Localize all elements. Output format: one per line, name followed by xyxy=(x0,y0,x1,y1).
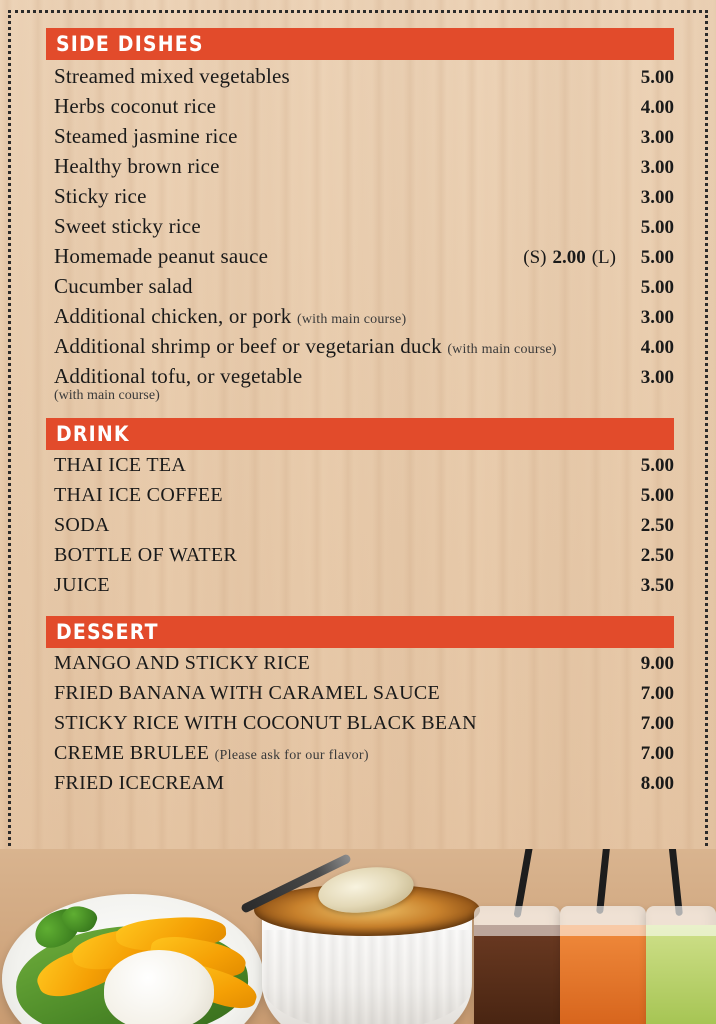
menu-item-row[interactable] xyxy=(46,272,674,302)
menu-item-price-group xyxy=(622,683,674,705)
section-drink xyxy=(46,418,674,602)
menu-item-name: FRIED ICECREAM xyxy=(54,772,225,794)
menu-item-name: Additional tofu, or vegetable xyxy=(54,364,303,388)
menu-item-price-group xyxy=(622,217,674,239)
menu-item-price: 3.00 xyxy=(640,187,674,208)
menu-item-price-group xyxy=(622,653,674,675)
menu-item-name: SODA xyxy=(54,514,110,536)
menu-item-price-group xyxy=(622,743,674,765)
menu-item-name: Streamed mixed vegetables xyxy=(54,64,290,88)
menu-item-name xyxy=(54,334,557,359)
menu-item-price-group xyxy=(622,485,674,507)
price-size-small-label: (S) xyxy=(523,247,547,268)
drink-fill xyxy=(646,925,716,1024)
menu-item-price: 3.00 xyxy=(640,367,674,388)
drink-fill xyxy=(560,925,646,1024)
menu-item-price-group xyxy=(622,277,674,299)
menu-item-name: BOTTLE OF WATER xyxy=(54,544,238,566)
price-size-large-label: (L) xyxy=(591,247,616,268)
menu-item-row[interactable] xyxy=(46,512,674,542)
menu-item-price-group xyxy=(622,67,674,89)
menu-item-row[interactable] xyxy=(46,332,674,362)
menu-item-name: STICKY RICE WITH COCONUT BLACK BEAN xyxy=(54,712,477,734)
menu-item-note: (with main course) xyxy=(296,312,407,327)
food-photo-band xyxy=(0,849,716,1024)
menu-item-price: 5.00 xyxy=(640,485,674,506)
menu-item-row[interactable] xyxy=(46,740,674,770)
menu-item-price: 2.50 xyxy=(640,545,674,566)
sticky-rice-mound xyxy=(104,950,214,1024)
menu-item-price-group xyxy=(622,575,674,597)
menu-item-row[interactable] xyxy=(46,182,674,212)
menu-item-name xyxy=(54,742,369,765)
menu-item-price: 3.00 xyxy=(640,307,674,328)
section-items-dessert xyxy=(46,650,674,800)
menu-item-price: 5.00 xyxy=(640,217,674,238)
drink-fill xyxy=(474,925,560,1024)
section-title-drink: DRINK xyxy=(46,418,674,450)
menu-item-name: THAI ICE COFFEE xyxy=(54,484,223,506)
menu-item-price-group xyxy=(622,127,674,149)
menu-item-price-group xyxy=(622,157,674,179)
juice-glass xyxy=(646,906,716,1024)
menu-item-price: 5.00 xyxy=(640,247,674,268)
menu-item-price-group xyxy=(523,247,674,269)
menu-item-price-group xyxy=(622,773,674,795)
menu-item-row[interactable] xyxy=(46,62,674,92)
menu-item-price-group xyxy=(622,455,674,477)
menu-item-row[interactable] xyxy=(46,650,674,680)
menu-item-row[interactable] xyxy=(46,92,674,122)
section-title-dessert: DESSERT xyxy=(46,616,674,648)
menu-item-price-group xyxy=(622,187,674,209)
menu-item-name: JUICE xyxy=(54,574,110,596)
menu-item-price: 5.00 xyxy=(640,455,674,476)
menu-item-name xyxy=(54,304,406,329)
menu-item-row[interactable] xyxy=(46,212,674,242)
menu-item-label: Additional shrimp or beef or vegetarian duck xyxy=(54,334,442,358)
menu-item-name: Sweet sticky rice xyxy=(54,214,201,238)
menu-item-price: 2.50 xyxy=(640,515,674,536)
section-dessert xyxy=(46,616,674,800)
menu-item-name: Healthy brown rice xyxy=(54,154,220,178)
menu-item-name: Steamed jasmine rice xyxy=(54,124,238,148)
menu-item-price: 7.00 xyxy=(640,713,674,734)
menu-item-row[interactable] xyxy=(46,152,674,182)
thai-iced-tea-glass xyxy=(560,906,646,1024)
menu-item-row[interactable] xyxy=(46,572,674,602)
drink-foam xyxy=(474,906,560,936)
menu-item-price: 7.00 xyxy=(640,743,674,764)
menu-item-row[interactable] xyxy=(46,242,674,272)
menu-item-label: CREME BRULEE xyxy=(54,742,210,764)
menu-item-name: Homemade peanut sauce xyxy=(54,244,269,268)
menu-item-price: 5.00 xyxy=(640,67,674,88)
menu-item-price: 9.00 xyxy=(640,653,674,674)
section-side-dishes xyxy=(46,28,674,404)
drink-foam xyxy=(560,906,646,936)
menu-item-label: Additional chicken, or pork xyxy=(54,304,292,328)
menu-item-price: 8.00 xyxy=(640,773,674,794)
menu-item-price: 3.00 xyxy=(640,157,674,178)
menu-item-name: THAI ICE TEA xyxy=(54,454,187,476)
menu-item-name: MANGO AND STICKY RICE xyxy=(54,652,311,674)
iced-coffee-glass xyxy=(474,906,560,1024)
menu-item-price-group xyxy=(622,367,674,389)
ramekin-ridges xyxy=(262,930,472,1024)
menu-item-price-group xyxy=(622,97,674,119)
menu-item-row[interactable] xyxy=(46,122,674,152)
menu-item-price: 3.50 xyxy=(640,575,674,596)
menu-item-price: 4.00 xyxy=(640,337,674,358)
menu-item-name: Cucumber salad xyxy=(54,274,193,298)
price-size-small: 2.00 xyxy=(552,247,586,268)
section-title-side-dishes: SIDE DISHES xyxy=(46,28,674,60)
menu-item-price: 3.00 xyxy=(640,127,674,148)
menu-item-price: 4.00 xyxy=(640,97,674,118)
menu-item-price: 5.00 xyxy=(640,277,674,298)
menu-item-price: 7.00 xyxy=(640,683,674,704)
menu-item-name: FRIED BANANA WITH CARAMEL SAUCE xyxy=(54,682,440,704)
menu-item-name: Herbs coconut rice xyxy=(54,94,217,118)
menu-item-row[interactable] xyxy=(46,302,674,332)
menu-item-subnote: (with main course) xyxy=(54,388,160,403)
menu-item-note: (with main course) xyxy=(447,342,557,357)
menu-item-price-group xyxy=(622,337,674,359)
menu-item-row[interactable] xyxy=(46,542,674,572)
menu-item-row[interactable] xyxy=(46,710,674,740)
menu-item-row[interactable] xyxy=(46,680,674,710)
section-items-side-dishes xyxy=(46,62,674,404)
menu-item-price-group xyxy=(622,515,674,537)
drink-foam xyxy=(646,906,716,936)
menu-item-price-group xyxy=(622,713,674,735)
menu-item-row[interactable] xyxy=(46,452,674,482)
menu-item-note: (Please ask for our flavor) xyxy=(214,748,369,763)
menu-item-price-group xyxy=(622,545,674,567)
menu-item-name: Sticky rice xyxy=(54,184,147,208)
menu-item-price-group xyxy=(622,307,674,329)
menu-item-row[interactable] xyxy=(46,482,674,512)
menu-content xyxy=(46,28,674,814)
menu-item-row[interactable] xyxy=(46,770,674,800)
section-items-drink xyxy=(46,452,674,602)
